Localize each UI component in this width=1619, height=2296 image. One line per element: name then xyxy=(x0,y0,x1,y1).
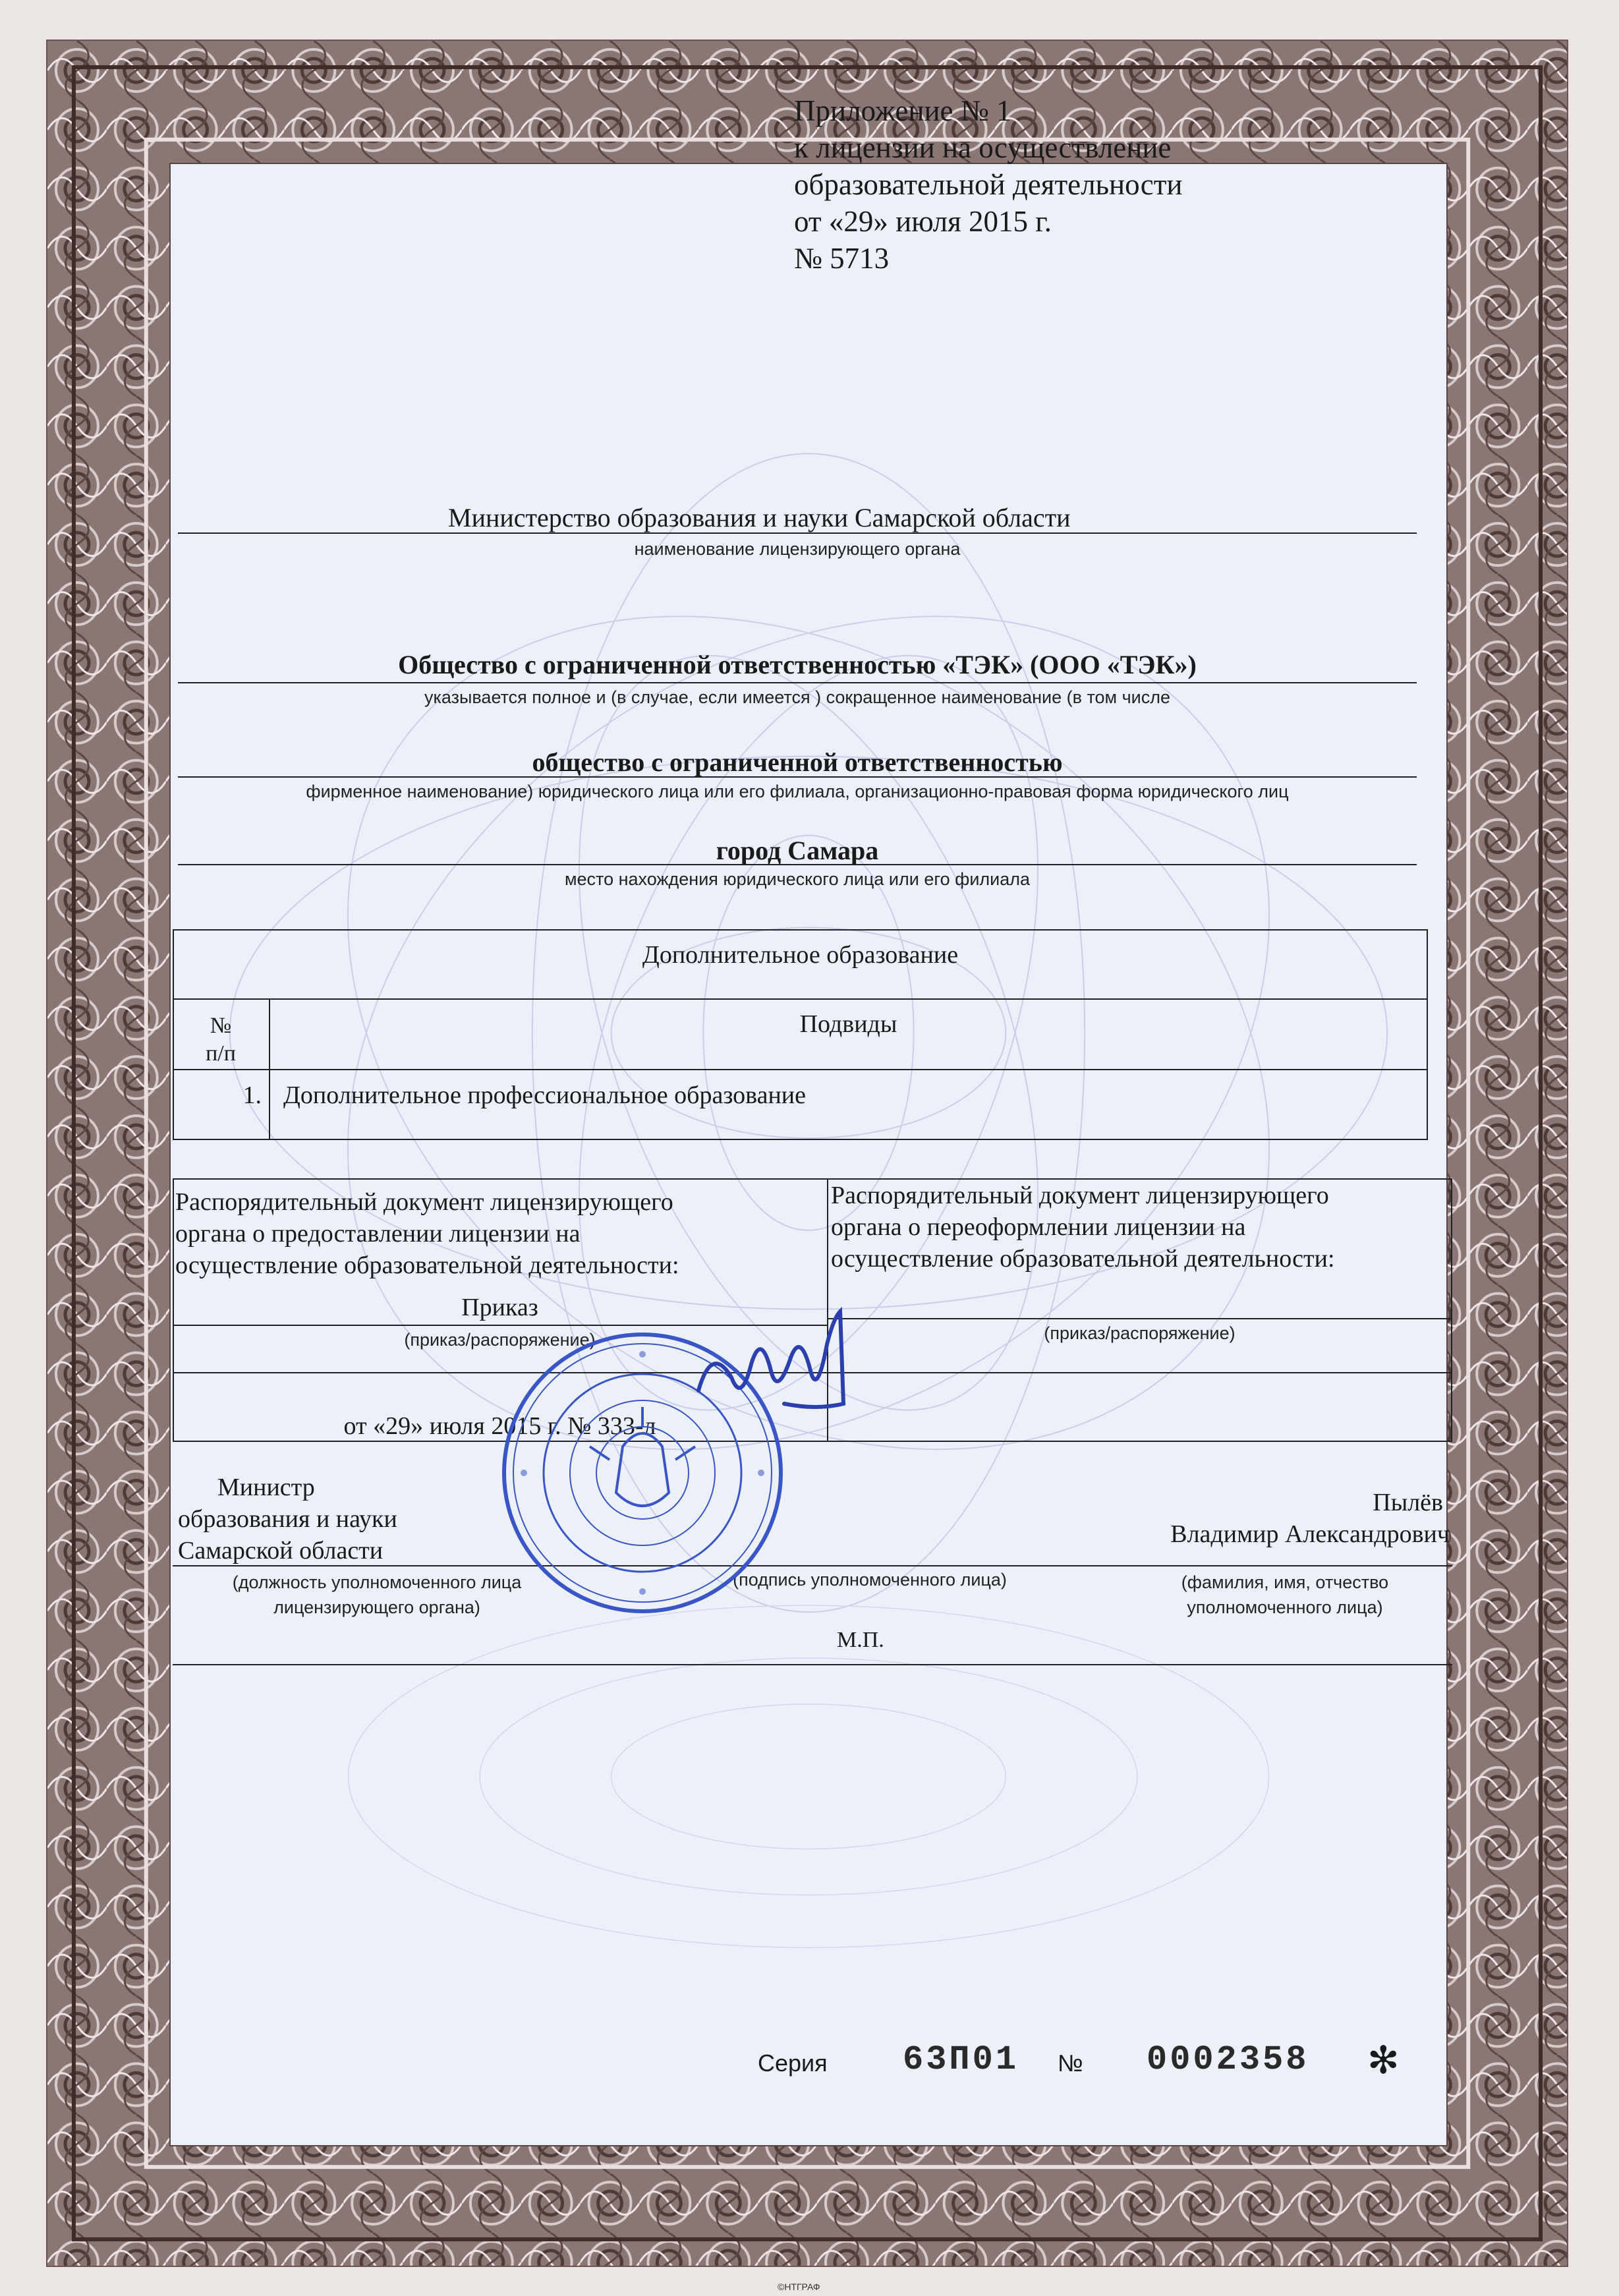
organization-caption-1: указывается полное и (в случае, если имеется ) сокращенное наименование (в том числе xyxy=(424,687,1171,707)
signatory-position-line2: образования и науки xyxy=(178,1505,397,1533)
table-header-num-line1: № xyxy=(210,1014,232,1038)
table-header-num-line2: п/п xyxy=(206,1041,236,1066)
organization-legal-form: общество с ограниченной ответственностью xyxy=(532,747,1063,777)
signature-block-bottom xyxy=(173,1664,1452,1665)
order-right-line3: осуществление образовательной деятельности: xyxy=(831,1245,1335,1273)
appendix-header xyxy=(794,92,1182,277)
location-underline xyxy=(178,864,1417,865)
table-title: Дополнительное образование xyxy=(642,941,959,969)
series-value: 63П01 xyxy=(903,2040,1019,2079)
order-right-line1: Распорядительный документ лицензирующего xyxy=(831,1182,1329,1209)
stamp-label: М.П. xyxy=(837,1628,884,1652)
table-row-name: Дополнительное профессиональное образование xyxy=(283,1081,806,1109)
appendix-title: Приложение № 1 xyxy=(794,94,1011,127)
signatory-surname: Пылёв xyxy=(1373,1489,1443,1516)
asterisk-mark-icon: ✻ xyxy=(1367,2039,1400,2082)
signatory-full-name: Владимир Александрович xyxy=(1170,1520,1450,1548)
order-left-value: Приказ xyxy=(461,1294,538,1321)
licensing-body-underline xyxy=(178,532,1417,534)
licensing-body-value: Министерство образования и науки Самарской области xyxy=(448,503,1071,532)
license-date: от «29» июля 2015 г. xyxy=(794,205,1052,238)
order-right-description xyxy=(827,1180,1454,1275)
document-body xyxy=(169,163,1448,2146)
printer-copyright: ©НТГРАФ xyxy=(778,2282,820,2292)
name-caption-line2: уполномоченного лица) xyxy=(1187,1597,1383,1617)
license-number: № 5713 xyxy=(794,242,890,275)
order-left-date: от «29» июля 2015 г. № 333-л xyxy=(343,1412,656,1440)
order-right-caption: (приказ/распоряжение) xyxy=(1044,1323,1236,1343)
signatory-name xyxy=(1081,1487,1450,1550)
position-caption-line1: (должность уполномоченного лица xyxy=(232,1572,522,1592)
order-left-line2: органа о предоставлении лицензии на xyxy=(175,1220,581,1248)
signatory-position-line3: Самарской области xyxy=(178,1537,383,1564)
table-header-num xyxy=(173,1012,269,1068)
order-left-description xyxy=(175,1186,824,1281)
number-label: № xyxy=(1058,2050,1083,2077)
signature-caption: (подпись уполномоченного лица) xyxy=(733,1570,1007,1590)
order-left-line1: Распорядительный документ лицензирующего xyxy=(175,1188,673,1216)
table-header-subtypes: Подвиды xyxy=(799,1010,897,1038)
order-right-underline xyxy=(827,1318,1452,1319)
certificate-border xyxy=(46,40,1568,2267)
order-left-line3: осуществление образовательной деятельности: xyxy=(175,1251,679,1279)
name-caption-line1: (фамилия, имя, отчество xyxy=(1181,1572,1389,1592)
organization-name-underline xyxy=(178,682,1417,683)
table-header-divider xyxy=(173,1069,1428,1070)
organization-caption-2: фирменное наименование) юридического лица или его филиала, организационно-правовая форма юридического лиц xyxy=(306,782,1289,801)
appendix-line2: к лицензии на осуществление xyxy=(794,131,1172,164)
number-value: 0002358 xyxy=(1147,2040,1309,2079)
signatory-position-line1: Министр xyxy=(217,1474,315,1501)
order-left-caption: (приказ/распоряжение) xyxy=(404,1330,596,1350)
guilloche-background xyxy=(171,164,1446,2145)
table-title-divider xyxy=(173,998,1428,1000)
series-label: Серия xyxy=(758,2050,828,2077)
signatory-name-caption xyxy=(1120,1570,1450,1620)
table-row-num: 1. xyxy=(242,1081,262,1109)
licensing-body-caption: наименование лицензирующего органа xyxy=(634,539,961,559)
signatory-position xyxy=(178,1472,521,1566)
legal-form-underline xyxy=(178,776,1417,778)
handwritten-signature xyxy=(685,1305,857,1437)
position-caption-line2: лицензирующего органа) xyxy=(273,1597,480,1617)
signature-underline xyxy=(173,1565,1452,1566)
organization-location: город Самара xyxy=(716,836,879,865)
organization-name: Общество с ограниченной ответственностью «ТЭК» (ООО «ТЭК») xyxy=(398,650,1197,679)
order-right-line2: органа о переоформлении лицензии на xyxy=(831,1213,1246,1241)
appendix-line3: образовательной деятельности xyxy=(794,168,1183,201)
organization-caption-3: место нахождения юридического лица или его филиала xyxy=(564,869,1031,889)
